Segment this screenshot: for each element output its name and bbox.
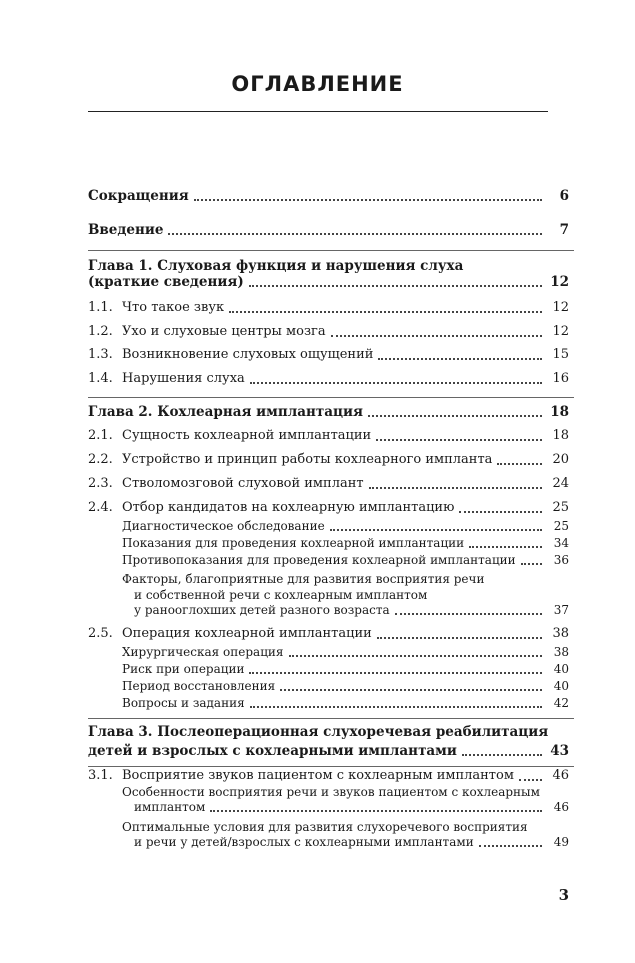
dot-leader — [249, 671, 542, 674]
toc-entry-text: Что такое звук — [122, 300, 225, 315]
dot-leader — [378, 357, 542, 360]
toc-entry-3-1-b-line1[interactable]: Оптимальные условия для развития слухоречевого восприятия — [122, 820, 528, 834]
dot-leader — [459, 510, 542, 513]
toc-entry-2-5-d[interactable] — [0, 693, 635, 713]
dot-leader — [250, 381, 542, 384]
toc-page-number: 7 — [559, 222, 569, 238]
toc-page-number: 46 — [553, 800, 569, 814]
toc-page-number: 37 — [553, 603, 569, 617]
toc-entry-chapter-3[interactable] — [0, 741, 635, 761]
section-divider — [88, 250, 574, 251]
dot-leader — [229, 310, 542, 313]
toc-page-number: 24 — [552, 476, 569, 491]
toc-page-number: 38 — [552, 626, 569, 641]
toc-entry-2-4-c[interactable] — [0, 550, 635, 570]
toc-entry-text: Стволомозговой слуховой имплант — [122, 476, 364, 491]
dot-leader — [377, 636, 542, 639]
toc-entry-text: Устройство и принцип работы кохлеарного импланта — [122, 452, 493, 467]
section-number: 1.4. — [88, 371, 113, 386]
toc-entry-text: Введение — [88, 222, 164, 238]
toc-entry-chapter-2[interactable] — [0, 402, 635, 422]
toc-page-number: 40 — [553, 679, 569, 693]
dot-leader — [395, 612, 542, 615]
toc-entry-text: и речи у детей/взрослых с кохлеарными имплантами — [134, 835, 474, 849]
dot-leader — [376, 438, 542, 441]
toc-entry-text: Отбор кандидатов на кохлеарную имплантацию — [122, 500, 455, 515]
toc-entry-text: Восприятие звуков пациентом с кохлеарным имплантом — [122, 768, 514, 783]
page-title: ОГЛАВЛЕНИЕ — [231, 72, 404, 96]
toc-entry-text: Риск при операции — [122, 662, 245, 676]
toc-entry-text: Период восстановления — [122, 679, 276, 693]
toc-entry-2-5[interactable] — [0, 624, 635, 644]
dot-leader — [331, 334, 542, 337]
dot-leader — [521, 562, 542, 565]
toc-entry-text: Диагностическое обследование — [122, 519, 325, 533]
section-number: 2.4. — [88, 500, 113, 515]
toc-entry-text: Хирургическая операция — [122, 645, 284, 659]
dot-leader — [469, 545, 542, 548]
toc-entry-1-4[interactable] — [0, 369, 635, 389]
toc-entry-text: (краткие сведения) — [88, 274, 244, 290]
dot-leader — [369, 486, 542, 489]
section-number: 2.3. — [88, 476, 113, 491]
dot-leader — [479, 844, 542, 847]
toc-page-number: 34 — [553, 536, 569, 550]
toc-entry-text: Нарушения слуха — [122, 371, 245, 386]
toc-entry-text: Сущность кохлеарной имплантации — [122, 428, 372, 443]
toc-page-number: 18 — [550, 404, 569, 420]
toc-entry-2-4-d[interactable] — [0, 600, 635, 620]
dot-leader — [289, 654, 543, 657]
toc-page-number: 38 — [553, 645, 569, 659]
toc-entry-text: Вопросы и задания — [122, 696, 245, 710]
toc-page-number: 20 — [552, 452, 569, 467]
toc-entry-text: Глава 2. Кохлеарная имплантация — [88, 404, 363, 420]
toc-page-number: 36 — [553, 553, 569, 567]
toc-page-number: 15 — [552, 347, 569, 362]
toc-page-number: 6 — [559, 188, 569, 204]
toc-entry-2-3[interactable] — [0, 474, 635, 494]
toc-entry-2-4-d-line1[interactable]: Факторы, благоприятные для развития восприятия речи — [122, 572, 485, 586]
dot-leader — [210, 809, 542, 812]
toc-page-number: 46 — [552, 768, 569, 783]
toc-entry-text: у ранооглохших детей разного возраста — [134, 603, 390, 617]
toc-entry-2-2[interactable] — [0, 450, 635, 470]
section-number: 1.2. — [88, 324, 113, 339]
toc-page-number: 42 — [553, 696, 569, 710]
toc-entry-text: Сокращения — [88, 188, 189, 204]
chapter-3-title[interactable]: Глава 3. Послеоперационная слухоречевая реабилитация — [88, 724, 549, 740]
toc-entry-1-3[interactable] — [0, 345, 635, 365]
toc-entry-text: Показания для проведения кохлеарной имплантации — [122, 536, 465, 550]
dot-leader — [368, 414, 542, 417]
toc-page-number: 25 — [552, 500, 569, 515]
dot-leader — [330, 528, 542, 531]
section-number: 1.3. — [88, 347, 113, 362]
toc-entry-text: имплантом — [134, 800, 206, 814]
chapter-1-title[interactable]: Глава 1. Слуховая функция и нарушения слуха — [88, 258, 464, 274]
toc-entry-text: детей и взрослых с кохлеарными имплантами — [88, 743, 457, 759]
toc-entry-text: Возникновение слуховых ощущений — [122, 347, 374, 362]
dot-leader — [194, 198, 542, 201]
dot-leader — [497, 462, 542, 465]
section-divider — [88, 718, 574, 719]
dot-leader — [280, 688, 542, 691]
toc-entry-abbreviations[interactable] — [0, 186, 635, 206]
section-number: 2.2. — [88, 452, 113, 467]
toc-entry-chapter-1[interactable] — [0, 272, 635, 292]
toc-page-number: 18 — [552, 428, 569, 443]
dot-leader — [462, 753, 542, 756]
dot-leader — [250, 705, 542, 708]
toc-page-number: 12 — [550, 274, 569, 290]
toc-page-number: 43 — [550, 743, 569, 759]
section-number: 1.1. — [88, 300, 113, 315]
page-number: 3 — [558, 886, 569, 904]
toc-entry-text: Операция кохлеарной имплантации — [122, 626, 372, 641]
toc-entry-2-1[interactable] — [0, 426, 635, 446]
toc-page-number: 12 — [552, 300, 569, 315]
toc-entry-introduction[interactable] — [0, 220, 635, 240]
dot-leader — [168, 232, 542, 235]
toc-entry-text: Противопоказания для проведения кохлеарной имплантации — [122, 553, 516, 567]
section-number: 2.5. — [88, 626, 113, 641]
toc-page-number: 49 — [553, 835, 569, 849]
section-number: 2.1. — [88, 428, 113, 443]
section-divider — [88, 397, 574, 398]
dot-leader — [519, 778, 542, 781]
toc-entry-2-4[interactable] — [0, 498, 635, 518]
toc-entry-1-1[interactable] — [0, 298, 635, 318]
toc-entry-text: Ухо и слуховые центры мозга — [122, 324, 326, 339]
toc-entry-1-2[interactable] — [0, 322, 635, 342]
toc-page-number: 16 — [552, 371, 569, 386]
toc-page-number: 40 — [553, 662, 569, 676]
toc-entry-2-4-d-line2[interactable]: и собственной речи с кохлеарным имплантом — [134, 588, 428, 602]
toc-page-number: 12 — [552, 324, 569, 339]
toc-page-number: 25 — [553, 519, 569, 533]
toc-entry-3-1-a-line1[interactable]: Особенности восприятия речи и звуков пациентом с кохлеарным — [122, 785, 540, 799]
dot-leader — [249, 284, 542, 287]
toc-entry-3-1-a[interactable] — [0, 797, 635, 817]
title-divider — [88, 111, 548, 112]
section-number: 3.1. — [88, 768, 113, 783]
toc-entry-3-1-b[interactable] — [0, 832, 635, 852]
